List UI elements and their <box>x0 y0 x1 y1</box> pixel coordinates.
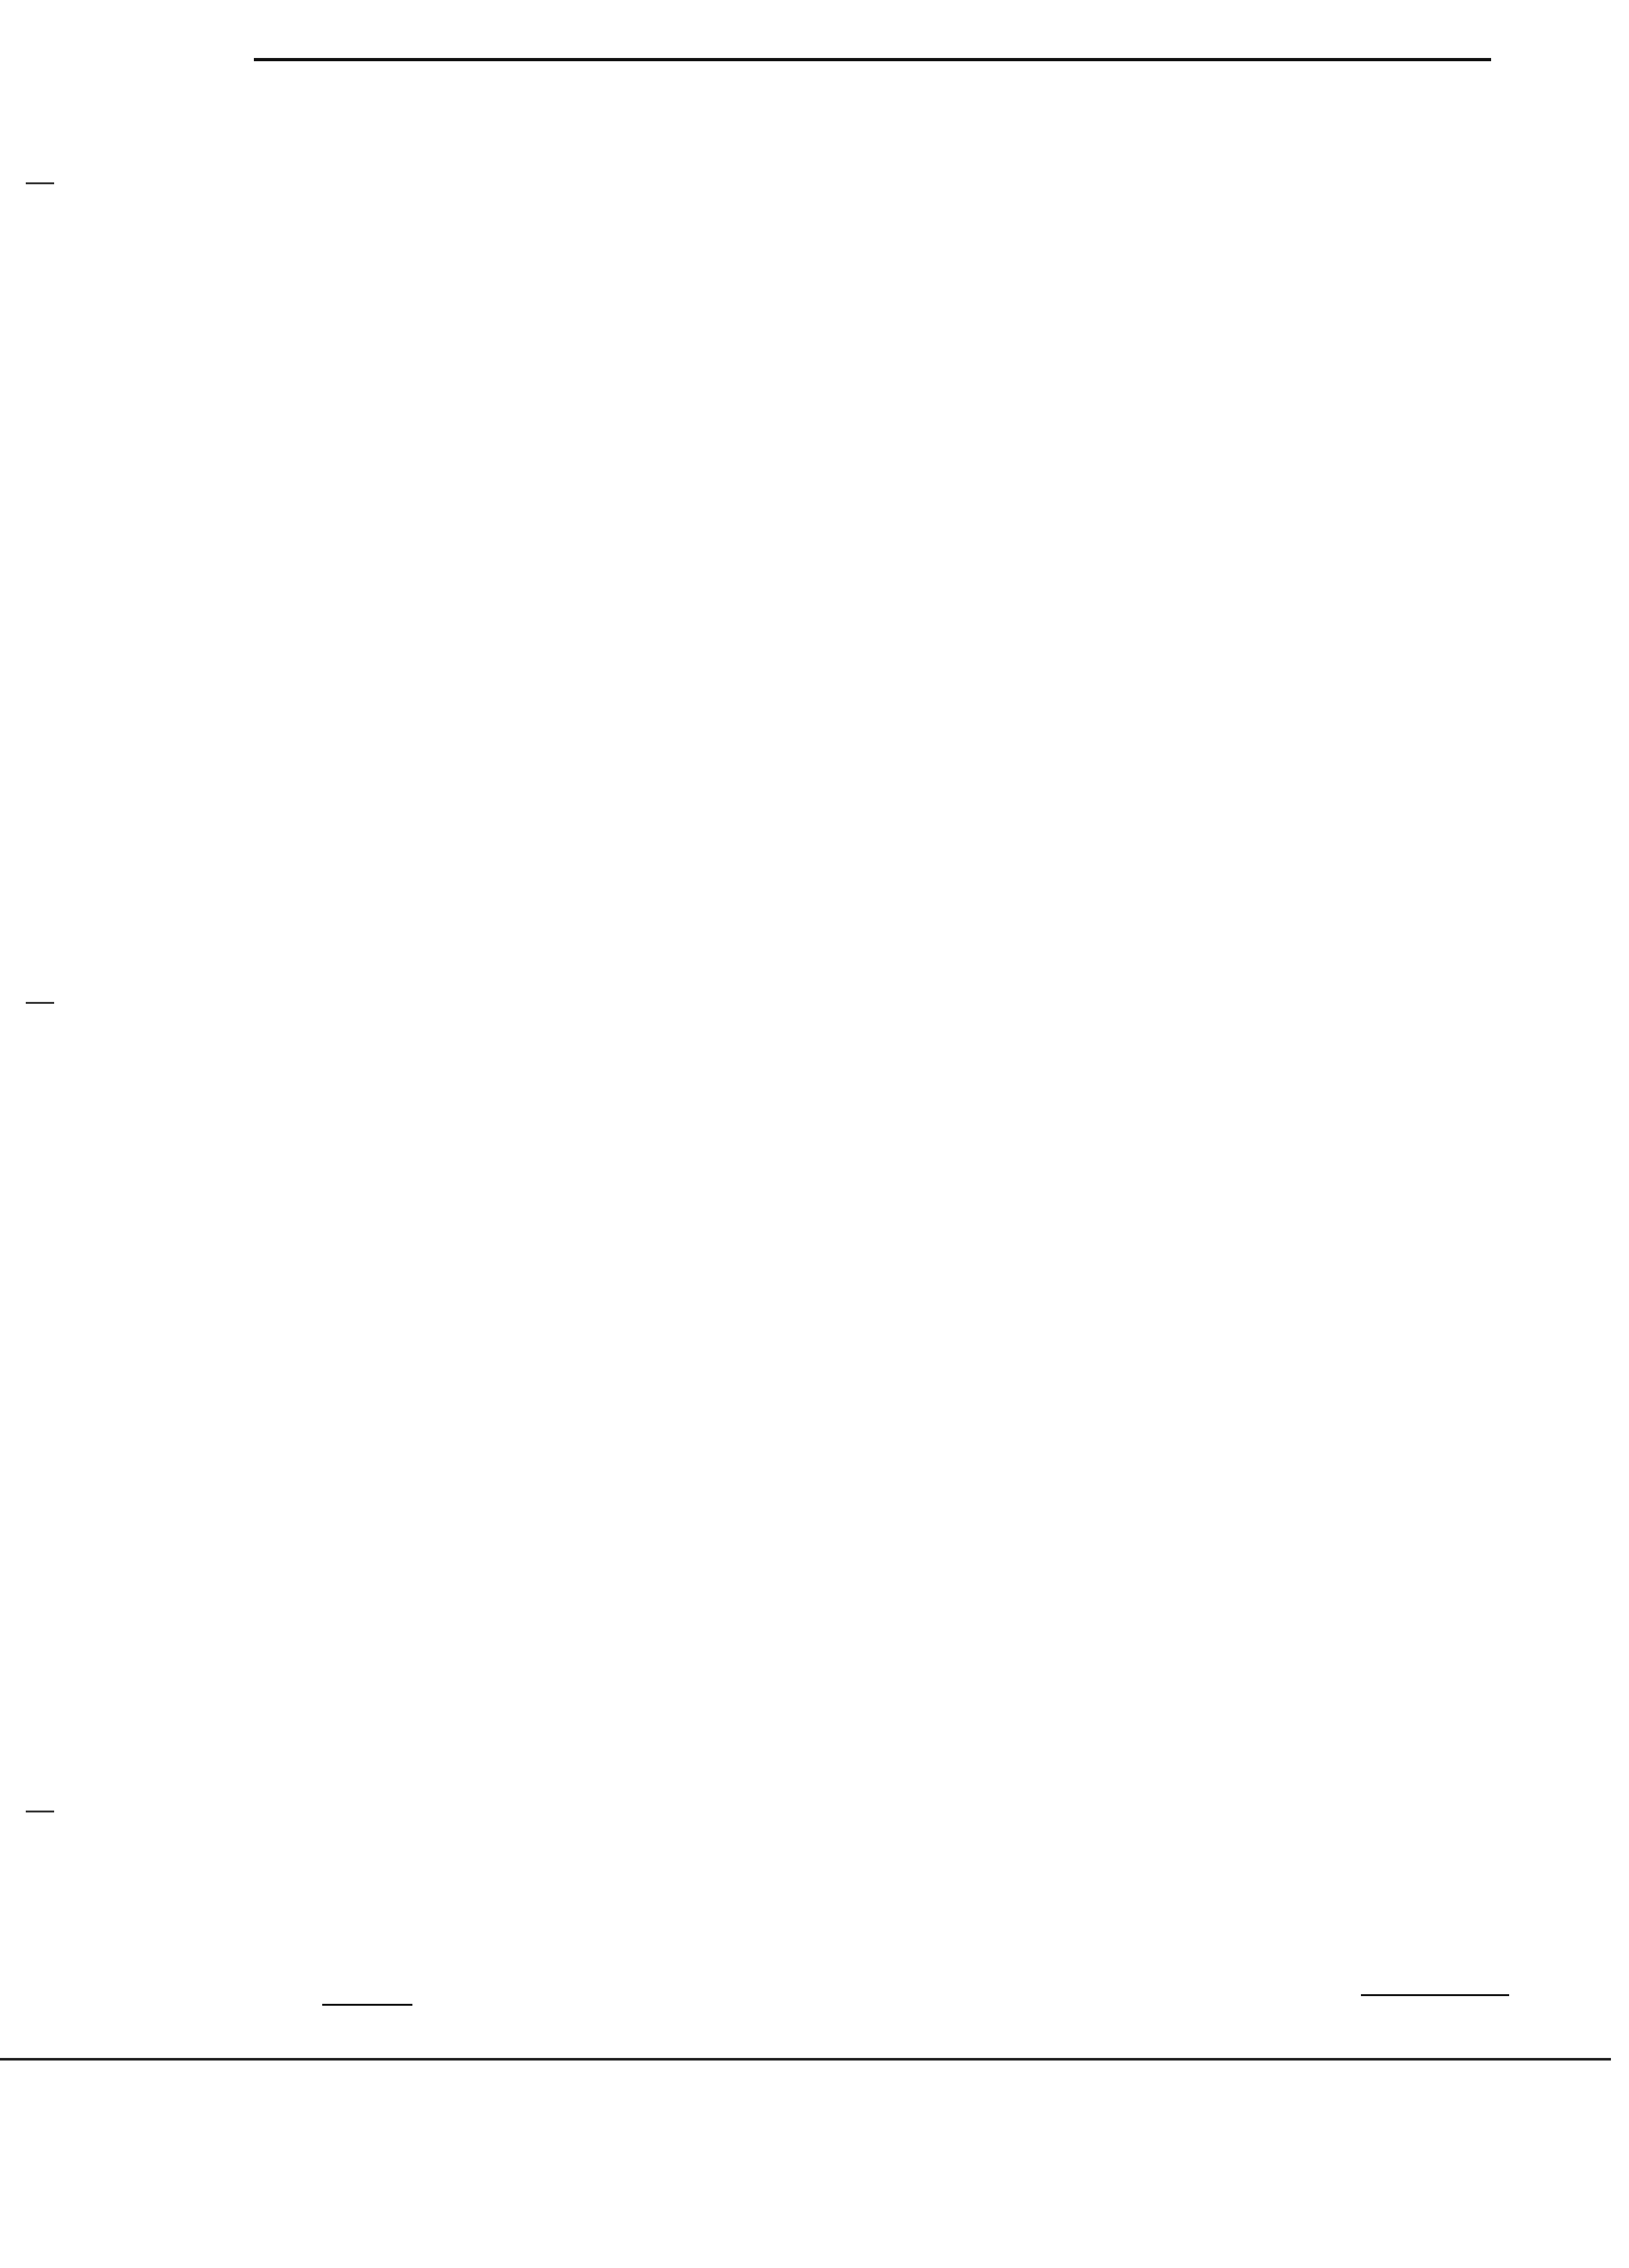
footer-rule <box>322 2004 412 2006</box>
margin-mark <box>26 182 54 184</box>
bottom-rule <box>0 2058 1611 2061</box>
margin-mark <box>26 1811 54 1812</box>
top-rule <box>254 58 1491 61</box>
footer-rule <box>1361 1994 1509 1996</box>
margin-mark <box>26 1002 54 1004</box>
